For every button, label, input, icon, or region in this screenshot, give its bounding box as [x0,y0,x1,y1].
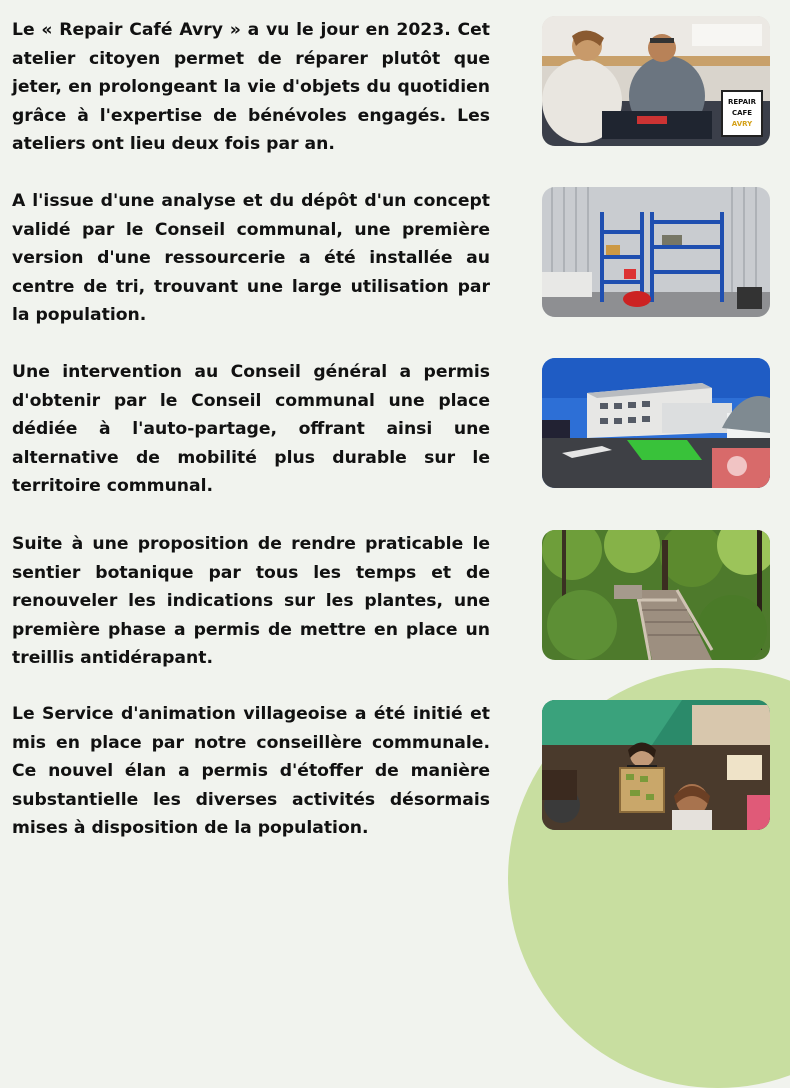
sign-line-repair: REPAIR [727,98,757,106]
repair-cafe-photo [542,16,770,146]
animation-photo [542,700,770,830]
section-text: Suite à une proposition de rendre praticable le sentier botanique par tous les temps et de renouveler les indications sur les plantes, une première phase a permis de mettre en place un treillis antidérapant. [12,534,490,669]
ressourcerie-photo [542,187,770,317]
sign-line-cafe: CAFE [731,109,753,117]
section-text: A l'issue d'une analyse et du dépôt d'un concept validé par le Conseil communal, une première version d'une ressourcerie a été installée au centre de tri, trouvant une large utilisation par la population. [12,191,490,326]
section-text: Le Service d'animation villageoise a été initié et mis en place par notre conseillère communale. Ce nouvel élan a permis d'étoffer de manière substantielle les diverses activités désormais mises à disposition de la population. [12,704,490,839]
section-text: Le « Repair Café Avry » a vu le jour en 2023. Cet atelier citoyen permet de réparer plutôt que jeter, en prolongeant la vie d'objets du quotidien grâce à l'expertise de bénévoles engagés. Les ateliers ont lieu deux fois par an. [12,20,490,155]
auto-partage-photo [542,358,770,488]
sign-line-avry: AVRY [731,120,753,128]
section-text: Une intervention au Conseil général a permis d'obtenir par le Conseil communal une place dédiée à l'auto-partage, offrant ainsi une alternative de mobilité plus durable sur le territoire communal. [12,362,490,497]
sentier-photo [542,530,770,660]
